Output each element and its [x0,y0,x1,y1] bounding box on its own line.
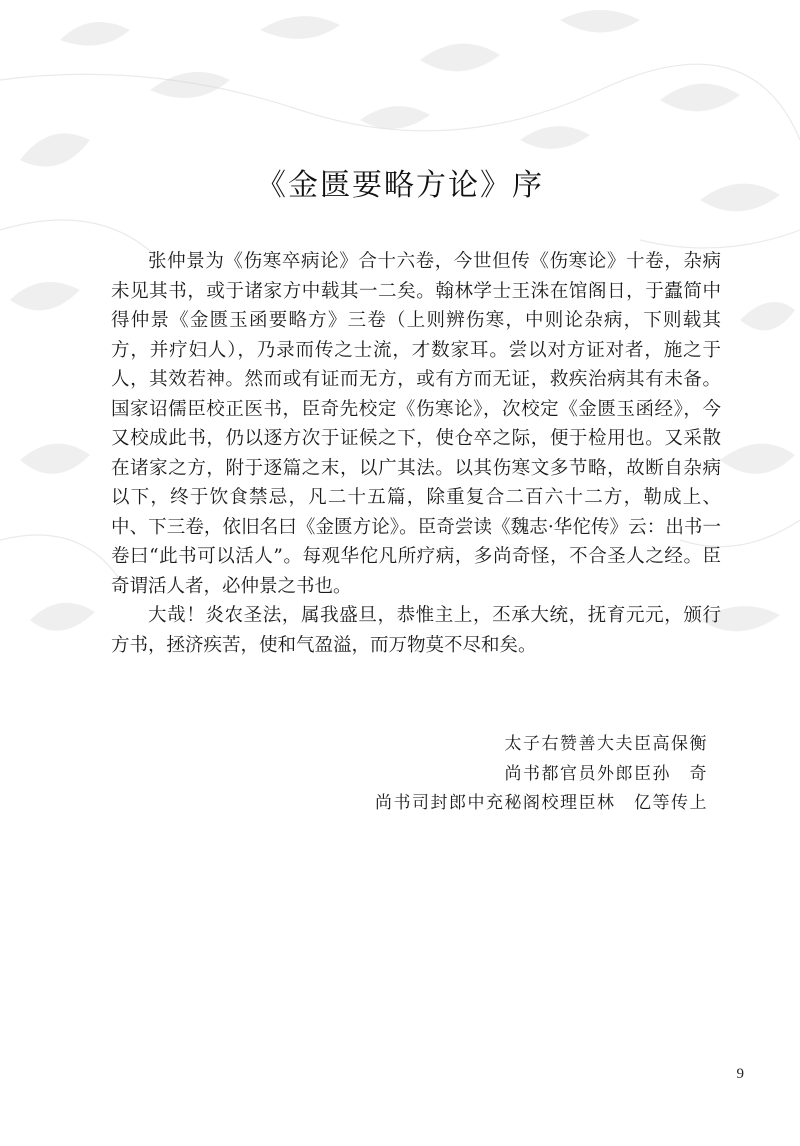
paragraph: 大哉！炎农圣法，属我盛旦，恭惟主上，丕承大统，抚育元元，颁行方书，拯济疾苦，使和气盈溢，而万物莫不尽和矣。 [111,605,721,656]
page-number: 9 [736,1066,744,1082]
signature-line: 尚书司封郎中充秘阁校理臣林 亿等传上 [375,793,708,813]
preface-body [111,247,721,660]
signature-line: 太子右赞善大夫臣高保衡 [504,734,708,754]
page-title: 《金匮要略方论》序 [256,168,544,203]
signature-line: 尚书都官员外郎臣孙 奇 [504,763,708,784]
paragraph: 张仲景为《伤寒卒病论》合十六卷，今世但传《伤寒论》十卷，杂病未见其书，或于诸家方中载其一二矣。翰林学士王洙在馆阁日，于蠹简中得仲景《金匮玉函要略方》三卷（上则辨伤寒，中则论杂病，下则载其方，并疗妇人），乃录而传之士流，才数家耳。尝以对方证对者，施之于人，其效若神。然而或有证而无方，或有方而无证，救疾治病其有未备。国家诏儒臣校正医书，臣奇先校定《伤寒论》，次校定《金匮玉函经》，今又校成此书，仍以逐方次于证候之下，使仓卒之际，便于检用也。又采散在诸家之方，附于逐篇之末，以广其法。以其伤寒文多节略，故断自杂病以下，终于饮食禁忌，凡二十五篇，除重复合二百六十二方，勒成上、中、下三卷，依旧名曰《金匮方论》。臣奇尝读《魏志·华佗传》云：出书一卷曰“此书可以活人”。每观华佗凡所疗病，多尚奇怪，不合圣人之经。臣奇谓活人者，必仲景之书也。 [111,251,721,597]
signature-block [148,730,708,819]
